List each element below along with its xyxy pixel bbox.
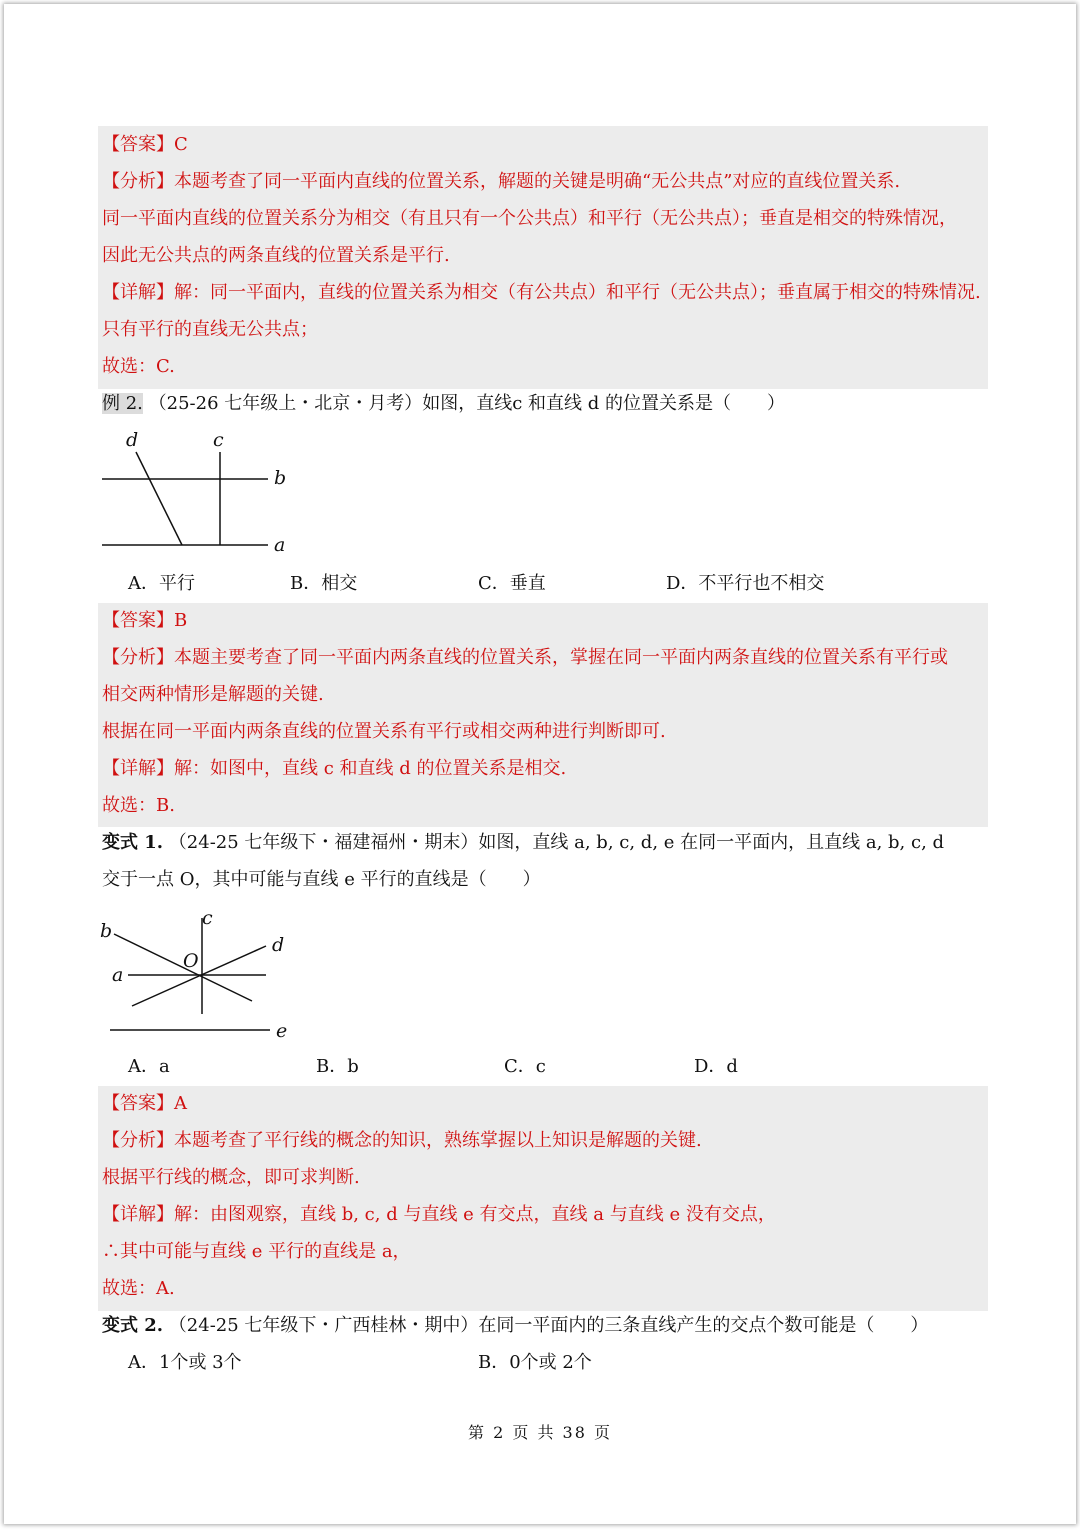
- choose-line: 故选：A.: [102, 1278, 175, 1299]
- document-page: [4, 4, 1076, 1524]
- question-text: （24-25 七年级下・福建福州・期末）如图，直线 a, b, c, d, e 在同一平面内，且直线 a, b, c, d: [168, 832, 945, 853]
- analysis-line: 【分析】本题考查了平行线的概念的知识，熟练掌握以上知识是解题的关键.: [102, 1130, 702, 1151]
- question-text: （25-26 七年级上・北京・月考）如图，直线c 和直线 d 的位置关系是（ ）: [148, 393, 786, 414]
- detail-line: 【详解】解：如图中，直线 c 和直线 d 的位置关系是相交.: [102, 758, 567, 779]
- option-c[interactable]: C．c: [504, 1056, 546, 1077]
- option-a[interactable]: A．平行: [128, 573, 195, 594]
- detail-line: 【详解】解：由图观察，直线 b, c, d 与直线 e 有交点，直线 a 与直线 e 没有交点，: [102, 1204, 776, 1225]
- question-stem: [102, 1307, 928, 1344]
- option-b[interactable]: B．相交: [290, 573, 358, 594]
- label-b: b: [100, 920, 113, 942]
- answer-line: 【答案】C: [102, 134, 188, 155]
- option-a[interactable]: A．a: [128, 1056, 170, 1077]
- label-c: c: [202, 907, 213, 929]
- option-c[interactable]: C．垂直: [478, 573, 546, 594]
- label-a: a: [112, 964, 124, 986]
- detail-line: ∴其中可能与直线 e 平行的直线是 a，: [102, 1241, 411, 1262]
- question-text: （24-25 七年级下・广西桂林・期中）在同一平面内的三条直线产生的交点个数可能是（ ）: [168, 1315, 929, 1336]
- figure-parallel-lines: [98, 424, 298, 564]
- answer-line: 【答案】A: [102, 1093, 187, 1114]
- option-a[interactable]: A．1个或 3个: [128, 1352, 242, 1373]
- analysis-line: 同一平面内直线的位置关系分为相交（有且只有一个公共点）和平行（无公共点）；垂直是相交的特殊情况，: [102, 208, 957, 229]
- question-stem-cont: 交于一点 O，其中可能与直线 e 平行的直线是（ ）: [102, 869, 541, 890]
- choose-line: 故选：C.: [102, 356, 175, 377]
- figure-intersecting-lines: [98, 904, 308, 1044]
- option-b[interactable]: B．b: [316, 1056, 359, 1077]
- question-label: 变式 2.: [102, 1315, 164, 1336]
- detail-line: 只有平行的直线无公共点；: [102, 319, 318, 340]
- page-footer: 第 2 页 共 38 页: [468, 1423, 612, 1442]
- option-b[interactable]: B．0个或 2个: [478, 1352, 592, 1373]
- analysis-line: 相交两种情形是解题的关键.: [102, 684, 324, 705]
- answer-line: 【答案】B: [102, 610, 188, 631]
- label-d: d: [126, 429, 139, 451]
- option-d[interactable]: D．不平行也不相交: [666, 573, 825, 594]
- choose-line: 故选：B.: [102, 795, 175, 816]
- question-label: 变式 1.: [102, 832, 164, 853]
- line-d: [132, 946, 266, 1006]
- question-label: 例 2.: [102, 393, 143, 414]
- analysis-line: 【分析】本题考查了同一平面内直线的位置关系，解题的关键是明确“无公共点”对应的直线位置关系.: [102, 171, 901, 192]
- label-b: b: [274, 467, 287, 489]
- analysis-line: 根据平行线的概念，即可求判断.: [102, 1167, 360, 1188]
- line-d: [136, 452, 182, 545]
- label-d: d: [272, 934, 285, 956]
- detail-line: 【详解】解：同一平面内，直线的位置关系为相交（有公共点）和平行（无公共点）；垂直属于相交的特殊情况.: [102, 282, 981, 303]
- label-O: O: [183, 950, 199, 972]
- label-c: c: [213, 429, 224, 451]
- analysis-line: 根据在同一平面内两条直线的位置关系有平行或相交两种进行判断即可.: [102, 721, 666, 742]
- analysis-line: 因此无公共点的两条直线的位置关系是平行.: [102, 245, 450, 266]
- analysis-line: 【分析】本题主要考查了同一平面内两条直线的位置关系，掌握在同一平面内两条直线的位置关系有平行或: [102, 647, 948, 668]
- label-a: a: [274, 534, 286, 556]
- option-d[interactable]: D．d: [694, 1056, 738, 1077]
- label-e: e: [276, 1020, 288, 1042]
- question-stem: [102, 824, 944, 861]
- question-stem: [102, 385, 785, 422]
